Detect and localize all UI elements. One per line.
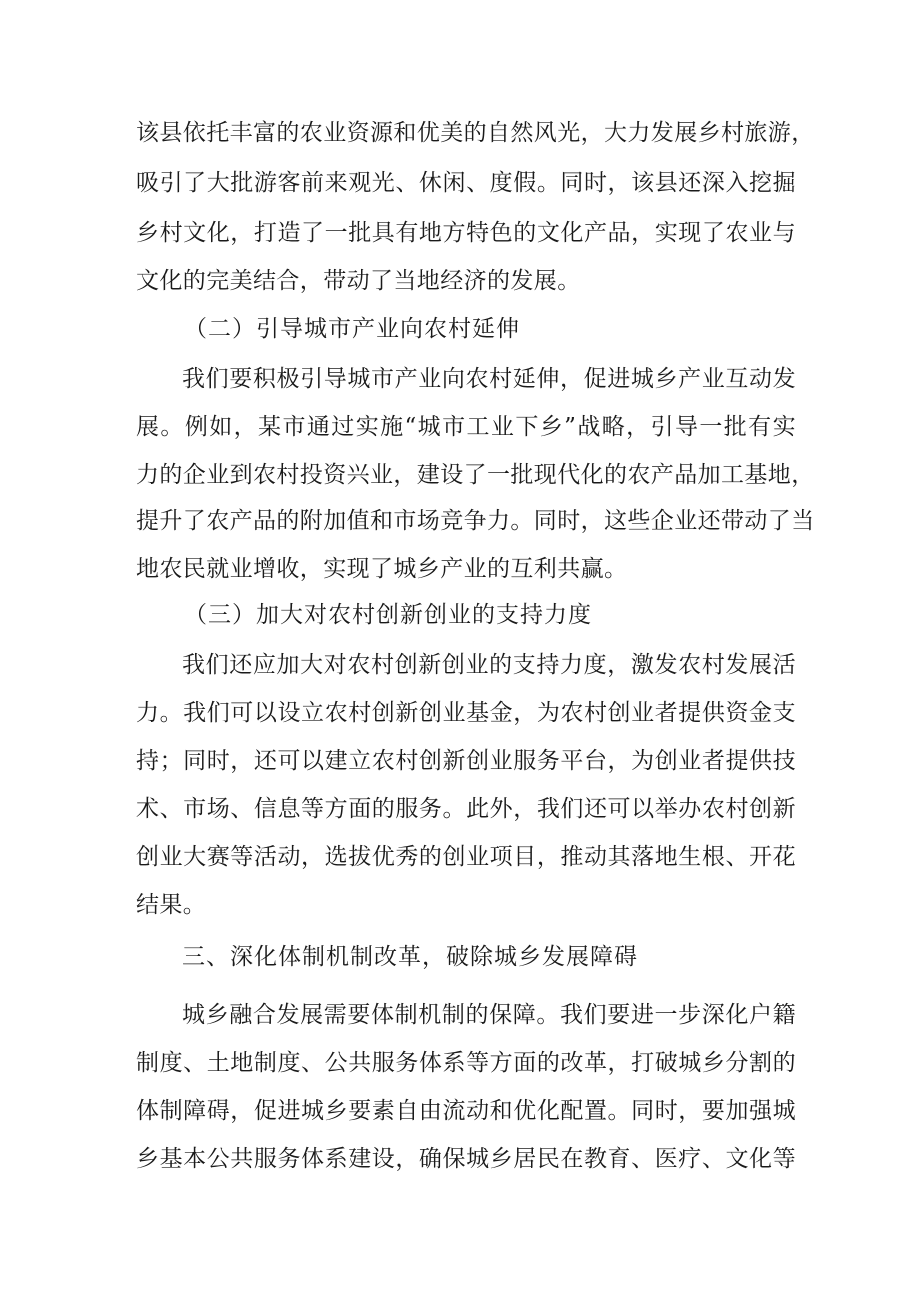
paragraph-line: 体制障碍，促进城乡要素自由流动和优化配置。同时，要加强城	[136, 1098, 796, 1124]
paragraph-line: 我们要积极引导城市产业向农村延伸，促进城乡产业互动发	[182, 366, 796, 392]
paragraph-line: 力。我们可以设立农村创新创业基金，为农村创业者提供资金支	[136, 700, 796, 726]
paragraph-line: 制度、土地制度、公共服务体系等方面的改革，打破城乡分割的	[136, 1050, 796, 1076]
paragraph-line: 提升了农产品的附加值和市场竞争力。同时，这些企业还带动了当	[136, 508, 815, 534]
subsection-heading-3: （三）加大对农村创新创业的支持力度	[184, 602, 592, 628]
paragraph-line: 乡基本公共服务体系建设，确保城乡居民在教育、医疗、文化等	[136, 1146, 796, 1172]
paragraph-line: 文化的完美结合，带动了当地经济的发展。	[136, 268, 581, 294]
paragraph-line: 乡村文化，打造了一批具有地方特色的文化产品，实现了农业与	[136, 220, 796, 246]
paragraph-line: 吸引了大批游客前来观光、休闲、度假。同时，该县还深入挖掘	[136, 170, 796, 196]
paragraph-line: 力的企业到农村投资兴业，建设了一批现代化的农产品加工基地，	[136, 462, 815, 488]
paragraph-line: 地农民就业增收，实现了城乡产业的互利共赢。	[136, 556, 628, 582]
paragraph-line: 城乡融合发展需要体制机制的保障。我们要进一步深化户籍	[182, 1002, 796, 1028]
section-heading-3: 三、深化体制机制改革，破除城乡发展障碍	[182, 944, 638, 970]
paragraph-line: 我们还应加大对农村创新创业的支持力度，激发农村发展活	[182, 652, 796, 678]
subsection-heading-2: （二）引导城市产业向农村延伸	[184, 316, 520, 342]
paragraph-line: 持；同时，还可以建立农村创新创业服务平台，为创业者提供技	[136, 748, 796, 774]
paragraph-line: 展。例如，某市通过实施“城市工业下乡”战略，引导一批有实	[136, 414, 796, 440]
paragraph-line: 术、市场、信息等方面的服务。此外，我们还可以举办农村创新	[136, 796, 796, 822]
paragraph-line: 创业大赛等活动，选拔优秀的创业项目，推动其落地生根、开花	[136, 844, 796, 870]
paragraph-line: 该县依托丰富的农业资源和优美的自然风光，大力发展乡村旅游，	[136, 120, 815, 146]
paragraph-line: 结果。	[136, 892, 207, 918]
